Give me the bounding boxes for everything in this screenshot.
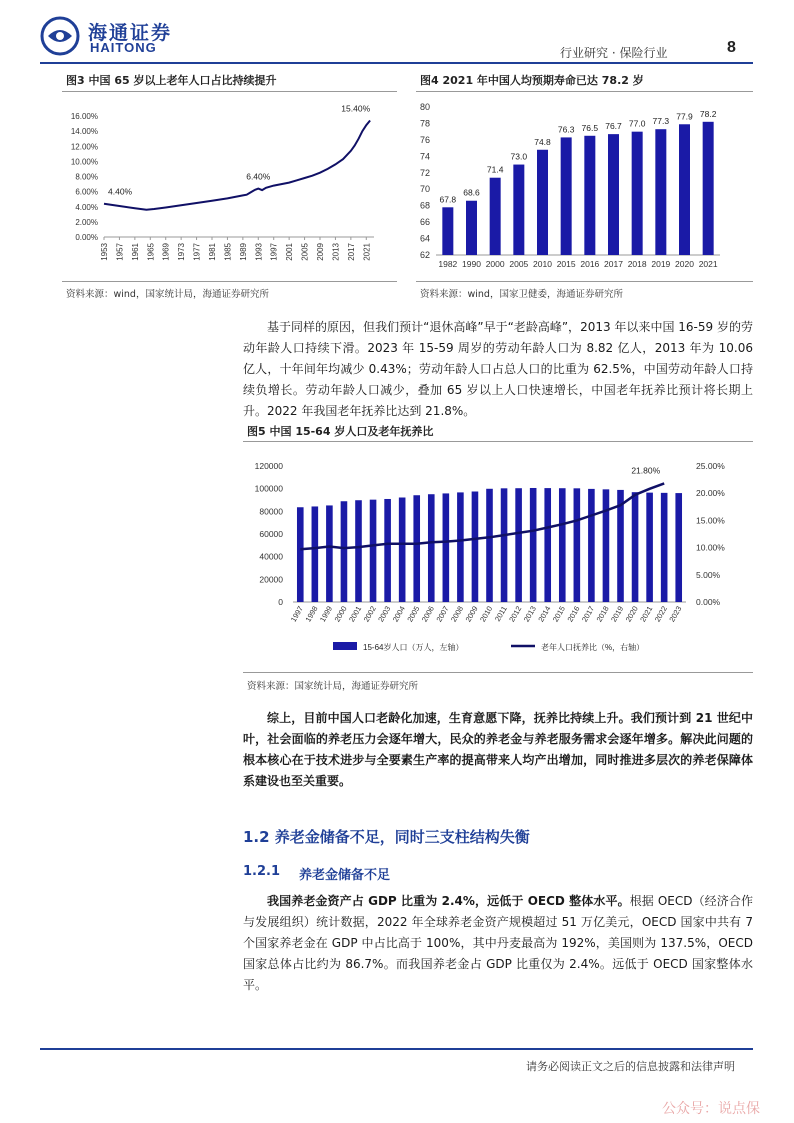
- fig3-y-tick-label: 4.00%: [75, 202, 98, 212]
- paragraph-summary: 综上，目前中国人口老龄化加速，生育意愿下降，抚养比持续上升。我们预计到 21 世纪中叶，社会面临的养老压力会逐年增大，民众的养老金与养老服务需求会逐年增多。解决此问题的根本核心在于技术进步与全要素生产率的提高带来人均产出增加，同时推进多层次的养老保障体系建设也至关重要。: [243, 711, 753, 788]
- fig5-x-tick-label: 2000: [332, 604, 349, 624]
- fig3-x-tick-label: 2017: [346, 243, 356, 261]
- fig4-bar: [466, 201, 477, 255]
- fig3-x-tick-label: 1977: [192, 243, 202, 261]
- fig4-data-label: 76.3: [557, 124, 575, 135]
- fig4-x-tick-label: 2000: [485, 259, 505, 269]
- fig4-x-tick-label: 2020: [675, 259, 694, 269]
- fig4-data-label: 67.8: [439, 194, 457, 205]
- fig5-y-left-tick-label: 40000: [259, 551, 283, 562]
- fig5-x-tick-label: 2018: [594, 604, 611, 624]
- fig4-x-tick-label: 2017: [604, 259, 623, 269]
- logo-english-text: HAITONG: [90, 40, 157, 55]
- fig3-x-tick-label: 2021: [362, 243, 372, 261]
- fig5-legend-line-label: 老年人口抚养比（%，右轴）: [541, 643, 645, 652]
- fig4-bar: [655, 129, 666, 255]
- fig5-bar: [588, 489, 595, 602]
- fig4-x-tick-label: 2019: [651, 259, 671, 269]
- fig5-y-right-tick-label: 20.00%: [696, 488, 725, 499]
- fig5-x-tick-label: 2013: [521, 604, 538, 624]
- fig5-bar: [675, 493, 682, 602]
- fig4-y-tick-label: 76: [419, 134, 430, 145]
- fig4-x-tick-label: 2010: [533, 259, 552, 269]
- fig5-y-left-tick-label: 20000: [259, 574, 283, 585]
- fig4-x-tick-label: 2005: [509, 259, 529, 269]
- fig5-x-tick-label: 2002: [361, 604, 378, 624]
- fig5-bar: [530, 488, 537, 602]
- fig4-bar: [679, 124, 690, 255]
- fig3-y-tick-label: 16.00%: [70, 112, 98, 121]
- fig4-y-tick-label: 68: [419, 200, 430, 211]
- watermark-text: 公众号：说点保: [662, 1101, 760, 1117]
- fig5-x-tick-label: 2003: [376, 604, 393, 624]
- fig5-source: 资料来源：国家统计局，海通证券研究所: [247, 681, 419, 692]
- fig4-data-label: 74.8: [534, 136, 551, 147]
- fig3-y-tick-label: 14.00%: [70, 127, 98, 137]
- fig5-x-tick-label: 2022: [652, 604, 669, 624]
- fig5-bar: [399, 498, 406, 602]
- fig4-data-label: 77.9: [676, 111, 693, 122]
- fig3-x-tick-label: 1997: [269, 243, 279, 261]
- fig5-data-label: 21.80%: [631, 465, 661, 476]
- fig5-x-tick-label: 2007: [434, 604, 451, 624]
- fig5-bar: [443, 493, 450, 602]
- fig5-x-tick-label: 2001: [347, 604, 364, 624]
- fig5-x-tick-label: 1997: [288, 604, 306, 624]
- fig3-y-tick-label: 8.00%: [75, 172, 98, 182]
- fig5-bar: [413, 495, 420, 602]
- fig3-y-tick-label: 10.00%: [70, 157, 98, 167]
- fig5-x-tick-label: 2004: [390, 604, 407, 624]
- fig3-x-tick-label: 1957: [115, 243, 125, 261]
- fig4-data-label: 77.3: [652, 116, 670, 127]
- fig4-bar: [608, 134, 619, 255]
- footer-disclaimer: 请务必阅读正文之后的信息披露和法律声明: [526, 1060, 735, 1073]
- fig5-bar: [486, 489, 493, 602]
- header-divider: [40, 62, 753, 64]
- fig3-source: 资料来源：wind，国家统计局，海通证券研究所: [66, 289, 269, 300]
- fig5-bar: [544, 488, 551, 602]
- fig3-x-tick-label: 1965: [146, 243, 156, 261]
- fig4-bar: [561, 137, 572, 255]
- fig5-x-tick-label: 1999: [317, 604, 335, 624]
- fig4-y-tick-label: 72: [419, 167, 430, 178]
- fig3-y-tick-label: 2.00%: [75, 217, 98, 227]
- fig4-y-tick-label: 74: [419, 151, 430, 162]
- fig5-x-tick-label: 2023: [667, 604, 684, 624]
- fig3-x-tick-label: 1953: [100, 243, 109, 261]
- fig5-x-tick-label: 2005: [405, 604, 422, 624]
- fig5-x-tick-label: 2020: [623, 604, 640, 624]
- fig4-title-rule: [416, 91, 753, 92]
- fig5-y-left-tick-label: 0: [278, 597, 283, 607]
- fig3-title-rule: [62, 91, 397, 92]
- fig3-x-tick-label: 1989: [238, 243, 248, 261]
- fig4-data-label: 73.0: [510, 151, 528, 162]
- fig5-bar: [457, 492, 464, 602]
- fig3-x-tick-label: 2013: [331, 243, 341, 261]
- fig4-y-tick-label: 70: [419, 184, 430, 195]
- fig3-y-tick-label: 6.00%: [75, 187, 98, 197]
- fig5-series-line: [300, 483, 664, 549]
- fig5-y-left-tick-label: 80000: [259, 506, 283, 517]
- fig4-bar: [513, 165, 524, 255]
- fig3-data-label: 4.40%: [108, 186, 133, 197]
- fig4-data-label: 77.0: [628, 118, 646, 129]
- fig4-bar: [537, 150, 548, 255]
- fig4-x-tick-label: 2018: [627, 259, 647, 269]
- fig3-x-tick-label: 1973: [177, 243, 187, 261]
- fig3-y-tick-label: 0.00%: [75, 233, 98, 242]
- fig5-x-tick-label: 2015: [550, 604, 568, 624]
- fig5-x-tick-label: 2011: [492, 604, 509, 623]
- fig4-bar-chart: [410, 96, 753, 276]
- fig4-bar: [584, 136, 595, 255]
- fig5-x-tick-label: 2019: [609, 604, 626, 624]
- fig4-bar: [442, 207, 453, 255]
- fig5-legend-bar-swatch: [333, 642, 357, 650]
- fig5-bar: [428, 494, 435, 602]
- fig5-y-right-tick-label: 10.00%: [696, 542, 725, 553]
- subsection-number-1-2-1: 1.2.1: [243, 864, 281, 879]
- fig3-x-tick-label: 1969: [161, 243, 171, 261]
- fig5-x-tick-label: 2012: [507, 604, 524, 624]
- fig4-x-tick-label: 1982: [438, 259, 458, 269]
- fig4-x-tick-label: 2016: [580, 259, 600, 269]
- fig5-bar: [326, 505, 333, 602]
- fig3-x-tick-label: 2005: [300, 242, 310, 261]
- subsection-title-1-2-1: 养老金储备不足: [299, 868, 391, 883]
- fig5-x-tick-label: 2006: [419, 604, 437, 624]
- fig4-data-label: 71.4: [486, 164, 504, 175]
- fig4-y-tick-label: 66: [419, 217, 430, 228]
- fig3-x-tick-label: 1993: [254, 243, 264, 261]
- fig5-bar: [472, 492, 479, 603]
- fig5-bar: [574, 488, 581, 602]
- fig5-y-right-tick-label: 25.00%: [696, 461, 725, 471]
- fig3-source-rule: [62, 281, 397, 282]
- fig5-bar: [661, 493, 668, 602]
- fig5-bar: [646, 493, 653, 602]
- fig3-x-tick-label: 1981: [208, 243, 217, 261]
- fig3-y-tick-label: 12.00%: [70, 142, 98, 152]
- fig4-bar: [490, 178, 501, 255]
- fig3-data-label: 6.40%: [246, 171, 271, 182]
- fig5-x-tick-label: 2021: [638, 604, 655, 624]
- fig5-bar: [355, 500, 362, 602]
- fig5-y-right-tick-label: 0.00%: [696, 597, 721, 607]
- fig5-bar: [501, 488, 508, 602]
- fig3-x-tick-label: 1961: [130, 243, 140, 261]
- fig5-x-tick-label: 2009: [463, 604, 480, 624]
- fig5-bar: [297, 507, 304, 602]
- fig4-data-label: 76.7: [605, 121, 622, 132]
- fig3-x-tick-label: 2001: [285, 243, 295, 261]
- haitong-logo-icon: [40, 16, 80, 56]
- fig5-bar: [312, 506, 319, 602]
- fig5-y-left-tick-label: 60000: [259, 529, 283, 539]
- footer-divider: [40, 1048, 753, 1050]
- fig5-bar: [370, 500, 377, 602]
- fig5-x-tick-label: 2017: [579, 604, 597, 624]
- fig5-x-tick-label: 2016: [565, 604, 582, 624]
- fig3-line-chart: [56, 96, 396, 276]
- fig5-combo-chart: [243, 448, 753, 670]
- fig4-data-label: 68.6: [463, 187, 480, 198]
- logo-chinese-text: 海通证券: [88, 22, 173, 44]
- fig4-y-tick-label: 80: [419, 102, 430, 112]
- fig4-bar: [703, 122, 714, 255]
- fig5-bar: [341, 501, 348, 602]
- paragraph-pension-lead: 我国养老金资产占 GDP 比重为 2.4%，远低于 OECD 整体水平。: [267, 894, 630, 908]
- fig4-bar: [632, 132, 643, 255]
- paragraph-labor-force: 基于同样的原因，但我们预计“退休高峰”早于“老龄高峰”，2013 年以来中国 16-59 岁的劳动年龄人口持续下滑。2023 年 15-59 周岁的劳动年龄人口为 8.82 亿人，2013 年为 10.06 亿人，十年间年均减少 0.43%；劳动年龄人口占总人口的比重为 62.5%，中国劳动年龄人口持续负增长。劳动年龄人口减少，叠加 65 岁以上人口快速增长，中国老年抚养比预计将长期上升。2022 年我国老年抚养比达到 21.8%。: [243, 320, 753, 418]
- fig4-x-tick-label: 2015: [556, 259, 576, 269]
- fig5-bar: [515, 488, 522, 602]
- section-heading-1-2: 1.2 养老金储备不足，同时三支柱结构失衡: [243, 828, 530, 846]
- fig4-x-tick-label: 1990: [462, 259, 481, 269]
- fig3-series-line: [104, 121, 370, 210]
- fig4-y-tick-label: 62: [419, 250, 430, 260]
- fig3-title: 图3 中国 65 岁以上老年人口占比持续提升: [66, 74, 277, 87]
- fig5-bar: [632, 492, 639, 602]
- report-category: 行业研究 · 保险行业: [560, 46, 668, 60]
- fig5-x-tick-label: 1998: [303, 604, 320, 624]
- fig4-y-tick-label: 78: [419, 118, 430, 129]
- fig5-title: 图5 中国 15-64 岁人口及老年抚养比: [247, 425, 434, 438]
- fig4-x-tick-label: 2021: [698, 259, 718, 269]
- fig5-x-tick-label: 2010: [478, 604, 495, 624]
- fig5-y-left-tick-label: 120000: [254, 461, 283, 471]
- fig5-y-right-tick-label: 15.00%: [696, 515, 725, 526]
- fig5-source-rule: [243, 672, 753, 673]
- fig5-y-right-tick-label: 5.00%: [696, 569, 721, 580]
- fig5-bar: [384, 499, 391, 602]
- fig5-x-tick-label: 2008: [448, 604, 466, 624]
- paragraph-pension-assets: [243, 891, 753, 996]
- fig5-x-tick-label: 2014: [536, 604, 553, 624]
- fig3-x-tick-label: 2009: [316, 243, 325, 261]
- fig5-y-left-tick-label: 100000: [254, 483, 283, 494]
- fig4-data-label: 78.2: [699, 108, 717, 119]
- fig5-title-rule: [243, 441, 753, 442]
- paragraph-pension-body: 根据 OECD（经济合作与发展组织）统计数据，2022 年全球养老金资产规模超过 51 万亿美元，OECD 国家中共有 7 个国家养老金在 GDP 中占比高于 100%，其中丹麦最高为 192%，美国则为 137.5%，OECD 国家总体占比约为 86.7%。而我国养老金占 GDP 比重仅为 2.4%。远低于 OECD 国家整体水平。: [243, 894, 753, 992]
- fig4-y-tick-label: 64: [419, 233, 430, 244]
- page-number: 8: [727, 39, 736, 56]
- fig4-source-rule: [416, 281, 753, 282]
- fig4-data-label: 76.5: [581, 122, 599, 133]
- fig3-x-tick-label: 1985: [223, 243, 233, 261]
- fig4-title: 图4 2021 年中国人均预期寿命已达 78.2 岁: [420, 74, 644, 87]
- fig5-bar: [603, 489, 610, 602]
- fig5-legend-bar-label: 15-64岁人口（万人，左轴）: [363, 643, 464, 652]
- fig3-data-label: 15.40%: [341, 103, 371, 114]
- fig5-bar: [559, 488, 566, 602]
- fig4-source: 资料来源：wind，国家卫健委，海通证券研究所: [420, 289, 623, 300]
